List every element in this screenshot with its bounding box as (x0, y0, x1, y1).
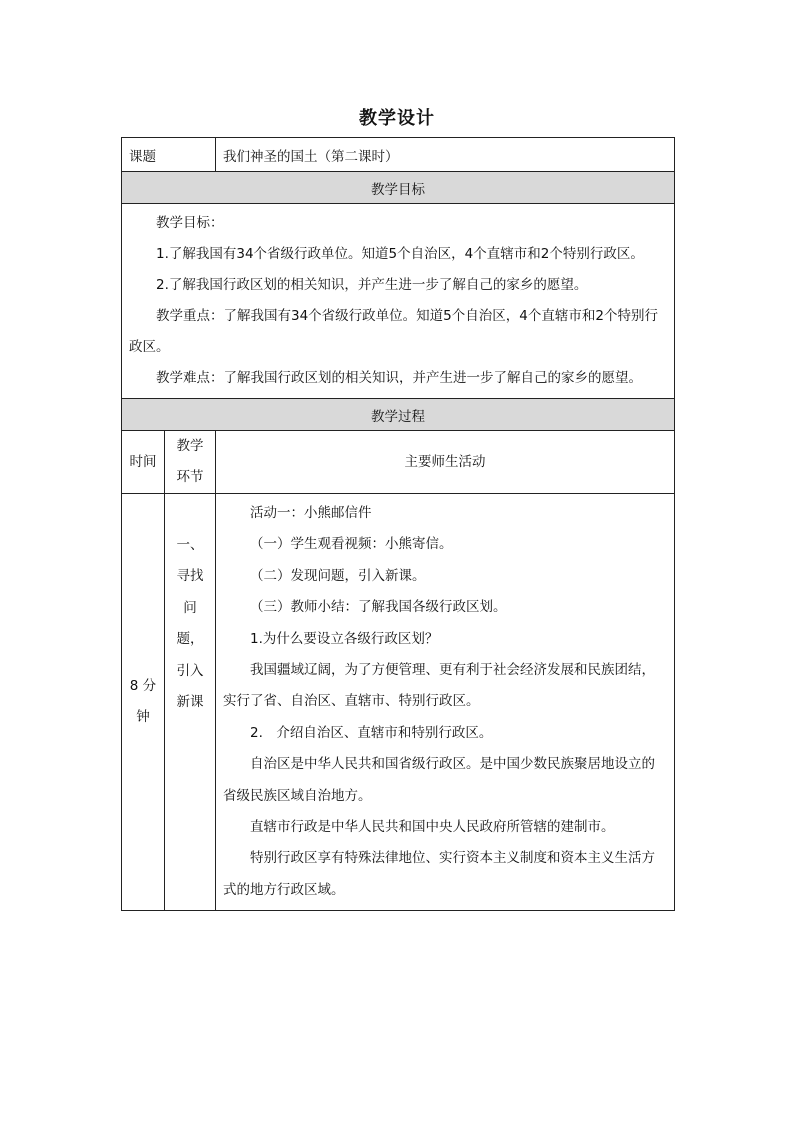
document-title: 教学设计 (359, 108, 435, 129)
stage-cell (165, 494, 216, 911)
time-line: 8 分 (129, 678, 157, 695)
objectives-heading: 教学目标 (122, 172, 675, 204)
stage-line: 寻找 (176, 568, 204, 585)
objectives-content (122, 204, 675, 399)
process-heading: 教学过程 (122, 399, 675, 431)
objectives-heading-row (122, 172, 675, 204)
activity-paragraph: 自治区是中华人民共和国省级行政区。是中国少数民族聚居地设立的省级民族区域自治地方。 (223, 756, 655, 804)
stage-line: 问 (183, 599, 197, 616)
difficulty-paragraph: 教学难点：了解我国行政区划的相关知识，并产生进一步了解自己的家乡的愿望。 (156, 370, 642, 386)
lesson-plan-table (121, 137, 675, 911)
objectives-paragraph: 教学目标： (156, 215, 224, 231)
activity-paragraph: 1.为什么要设立各级行政区划？ (250, 630, 439, 647)
activity-paragraph: 特别行政区享有特殊法律地位、实行资本主义制度和资本主义生活方式的地方行政区域。 (223, 850, 655, 898)
stage-line: 引入 (176, 662, 204, 679)
activity-paragraph: （二）发现问题，引入新课。 (250, 567, 426, 584)
activity-paragraph: 2. 介绍自治区、直辖市和特别行政区。 (250, 724, 493, 741)
time-line: 钟 (136, 709, 150, 726)
key-point-paragraph: 教学重点：了解我国有34个省级行政单位。知道5个自治区，4个直辖市和2个特别行政区。 (129, 308, 658, 355)
activity-paragraph: 活动一：小熊邮信件 (250, 505, 372, 521)
activity-paragraph: （一）学生观看视频：小熊寄信。 (250, 536, 453, 553)
stage-header-line: 环节 (176, 469, 204, 485)
process-heading-row (122, 399, 675, 431)
activity-paragraph: 我国疆域辽阔，为了方便管理、更有利于社会经济发展和民族团结，实行了省、自治区、直辖市、特别行政区。 (223, 662, 655, 710)
stage-column-header (165, 431, 216, 494)
time-cell (122, 494, 165, 911)
stage-line: 一、 (176, 537, 204, 553)
process-column-header-row (122, 431, 675, 494)
subject-label: 课题 (122, 138, 216, 172)
process-row (122, 494, 675, 911)
activities-cell (216, 494, 675, 911)
activity-paragraph: 直辖市行政是中华人民共和国中央人民政府所管辖的建制市。 (250, 819, 615, 836)
time-column-header: 时间 (122, 431, 165, 494)
activity-paragraph: （三）教师小结：了解我国各级行政区划。 (250, 599, 507, 616)
stage-line: 题， (176, 631, 204, 648)
subject-value: 我们神圣的国土（第二课时） (216, 138, 675, 172)
objectives-row (122, 204, 675, 399)
stage-header-line: 教学 (176, 438, 204, 454)
activities-column-header: 主要师生活动 (216, 431, 675, 494)
objectives-paragraph: 2.了解我国行政区划的相关知识，并产生进一步了解自己的家乡的愿望。 (156, 277, 588, 293)
stage-line: 新课 (176, 694, 204, 711)
subject-row (122, 138, 675, 172)
objectives-paragraph: 1.了解我国有34个省级行政单位。知道5个自治区，4个直辖市和2个特别行政区。 (156, 246, 644, 262)
